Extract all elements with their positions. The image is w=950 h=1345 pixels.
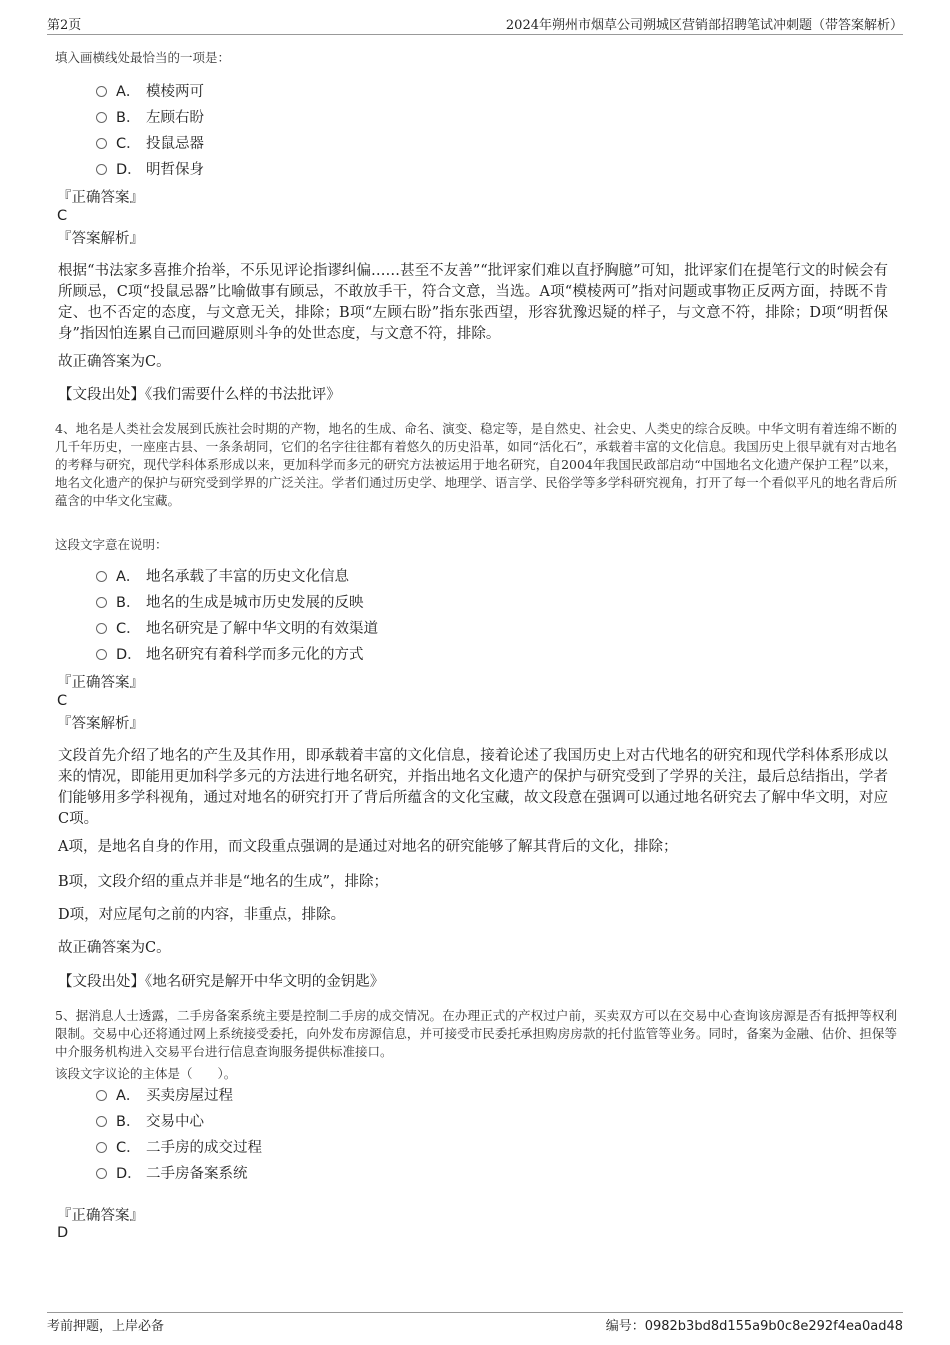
q4-passage: 4、地名是人类社会发展到氏族社会时期的产物，地名的生成、命名、演变、稳定等，是自然史、社会史、人类史的综合反映。中华文明有着连绵不断的几千年历史，一座座古县、一条条胡同，它们的名字往往都有着悠久的历史沿革，如同“活化石”，承载着丰富的文化信息。我国历史上很早就有对古地名的考释与研究，现代学科体系形成以来，更加科学而多元的研究方法被运用于地名研究，自2004年我国民政部启动“中国地名文化遗产保护工程”以来，地名文化遗产的保护与研究受到学界的广泛关注。学者们通过历史学、地理学、语言学、民俗学等多学科研究视角，打开了每一个看似平凡的地名背后所蕴含的中华文化宝藏。 (55, 421, 897, 508)
q3-analysis: 根据“书法家多喜推介抬举，不乐见评论指谬纠偏……甚至不友善”“批评家们难以直抒胸臆”可知，批评家们在提笔行文的时候会有所顾忌，C项“投鼠忌器”比喻做事有顾忌，不敢放手干，符合文意，当选。A项“模棱两可”指对问题或事物正反两方面，持既不肯定、也不否定的态度，与文意无关，排除；B项“左顾右盼”指东张西望，形容犹豫迟疑的样子，与文意不符，排除；D项“明哲保身”指因怕连累自己而回避原则斗争的处世态度，与文意不符，排除。 (58, 263, 888, 342)
document-title: 2024年朔州市烟草公司朔城区营销部招聘笔试冲刺题（带答案解析） (505, 18, 903, 33)
q4-note-a: A项，是地名自身的作用，而文段重点强调的是通过对地名的研究能够了解其背后的文化，排除； (58, 839, 678, 855)
q5-option-a[interactable]: A． 买卖房屋过程 (96, 1086, 233, 1106)
q3-answer-label: 『正确答案』 (57, 190, 144, 206)
q4-option-a[interactable]: A． 地名承载了丰富的历史文化信息 (96, 567, 349, 587)
q3-option-a[interactable]: A． 模棱两可 (96, 82, 204, 102)
radio-icon[interactable] (96, 597, 107, 608)
radio-icon[interactable] (96, 112, 107, 123)
q4-note-d: D项，对应尾句之前的内容，非重点，排除。 (58, 907, 346, 923)
radio-icon[interactable] (96, 1142, 107, 1153)
q4-conclusion: 故正确答案为C。 (58, 940, 171, 956)
radio-icon[interactable] (96, 649, 107, 660)
q5-answer: D (57, 1225, 69, 1241)
footer-slogan: 考前押题，上岸必备 (47, 1319, 165, 1334)
q4-analysis-label: 『答案解析』 (57, 716, 144, 732)
radio-icon[interactable] (96, 86, 107, 97)
q3-conclusion: 故正确答案为C。 (58, 354, 171, 370)
q4-prompt: 这段文字意在说明： (55, 537, 168, 552)
q3-option-c[interactable]: C． 投鼠忌器 (96, 134, 204, 154)
q5-answer-label: 『正确答案』 (57, 1208, 144, 1224)
q4-answer-label: 『正确答案』 (57, 675, 144, 691)
radio-icon[interactable] (96, 623, 107, 634)
document-code: 编号：0982b3bd8d155a9b0c8e292f4ea0ad48 (605, 1319, 903, 1334)
q3-option-d[interactable]: D． 明哲保身 (96, 160, 204, 180)
page-number: 第2页 (47, 18, 82, 33)
q3-answer: C (57, 208, 68, 224)
q3-prompt: 填入画横线处最恰当的一项是： (55, 50, 231, 65)
q4-answer: C (57, 693, 68, 709)
radio-icon[interactable] (96, 571, 107, 582)
radio-icon[interactable] (96, 1090, 107, 1101)
q4-analysis: 文段首先介绍了地名的产生及其作用，即承载着丰富的文化信息，接着论述了我国历史上对古代地名的研究和现代学科体系形成以来的情况，即能用更加科学多元的方法进行地名研究，并指出地名文化遗产的保护与研究受到了学界的关注，最后总结指出，学者们能够用多学科视角，通过对地名的研究打开了背后所蕴含的文化宝藏，故文段意在强调可以通过地名研究去了解中华文明，对应C项。 (58, 748, 888, 827)
q4-option-b[interactable]: B． 地名的生成是城市历史发展的反映 (96, 593, 364, 613)
radio-icon[interactable] (96, 138, 107, 149)
q4-option-d[interactable]: D． 地名研究有着科学而多元化的方式 (96, 645, 364, 665)
q5-option-b[interactable]: B． 交易中心 (96, 1112, 204, 1132)
radio-icon[interactable] (96, 1168, 107, 1179)
q5-passage: 5、据消息人士透露，二手房备案系统主要是控制二手房的成交情况。在办理正式的产权过户前，买卖双方可以在交易中心查询该房源是否有抵押等权利限制。交易中心还将通过网上系统接受委托，向外发布房源信息，并可接受市民委托承担购房房款的托付监管等业务。同时，备案为金融、估价、担保等中介服务机构进入交易平台进行信息查询服务提供标准接口。 (55, 1008, 897, 1059)
q4-option-c[interactable]: C． 地名研究是了解中华文明的有效渠道 (96, 619, 378, 639)
q4-source: 【文段出处】《地名研究是解开中华文明的金钥匙》 (58, 974, 385, 990)
q3-option-b[interactable]: B． 左顾右盼 (96, 108, 204, 128)
q5-option-c[interactable]: C． 二手房的成交过程 (96, 1138, 262, 1158)
radio-icon[interactable] (96, 164, 107, 175)
q4-note-b: B项，文段介绍的重点并非是“地名的生成”，排除； (58, 874, 388, 890)
q3-analysis-label: 『答案解析』 (57, 231, 144, 247)
q3-source: 【文段出处】《我们需要什么样的书法批评》 (58, 387, 341, 403)
q5-prompt: 该段文字议论的主体是（ ）。 (55, 1066, 237, 1081)
radio-icon[interactable] (96, 1116, 107, 1127)
q5-option-d[interactable]: D． 二手房备案系统 (96, 1164, 248, 1184)
page-footer (47, 1312, 903, 1334)
page-header (47, 14, 903, 35)
